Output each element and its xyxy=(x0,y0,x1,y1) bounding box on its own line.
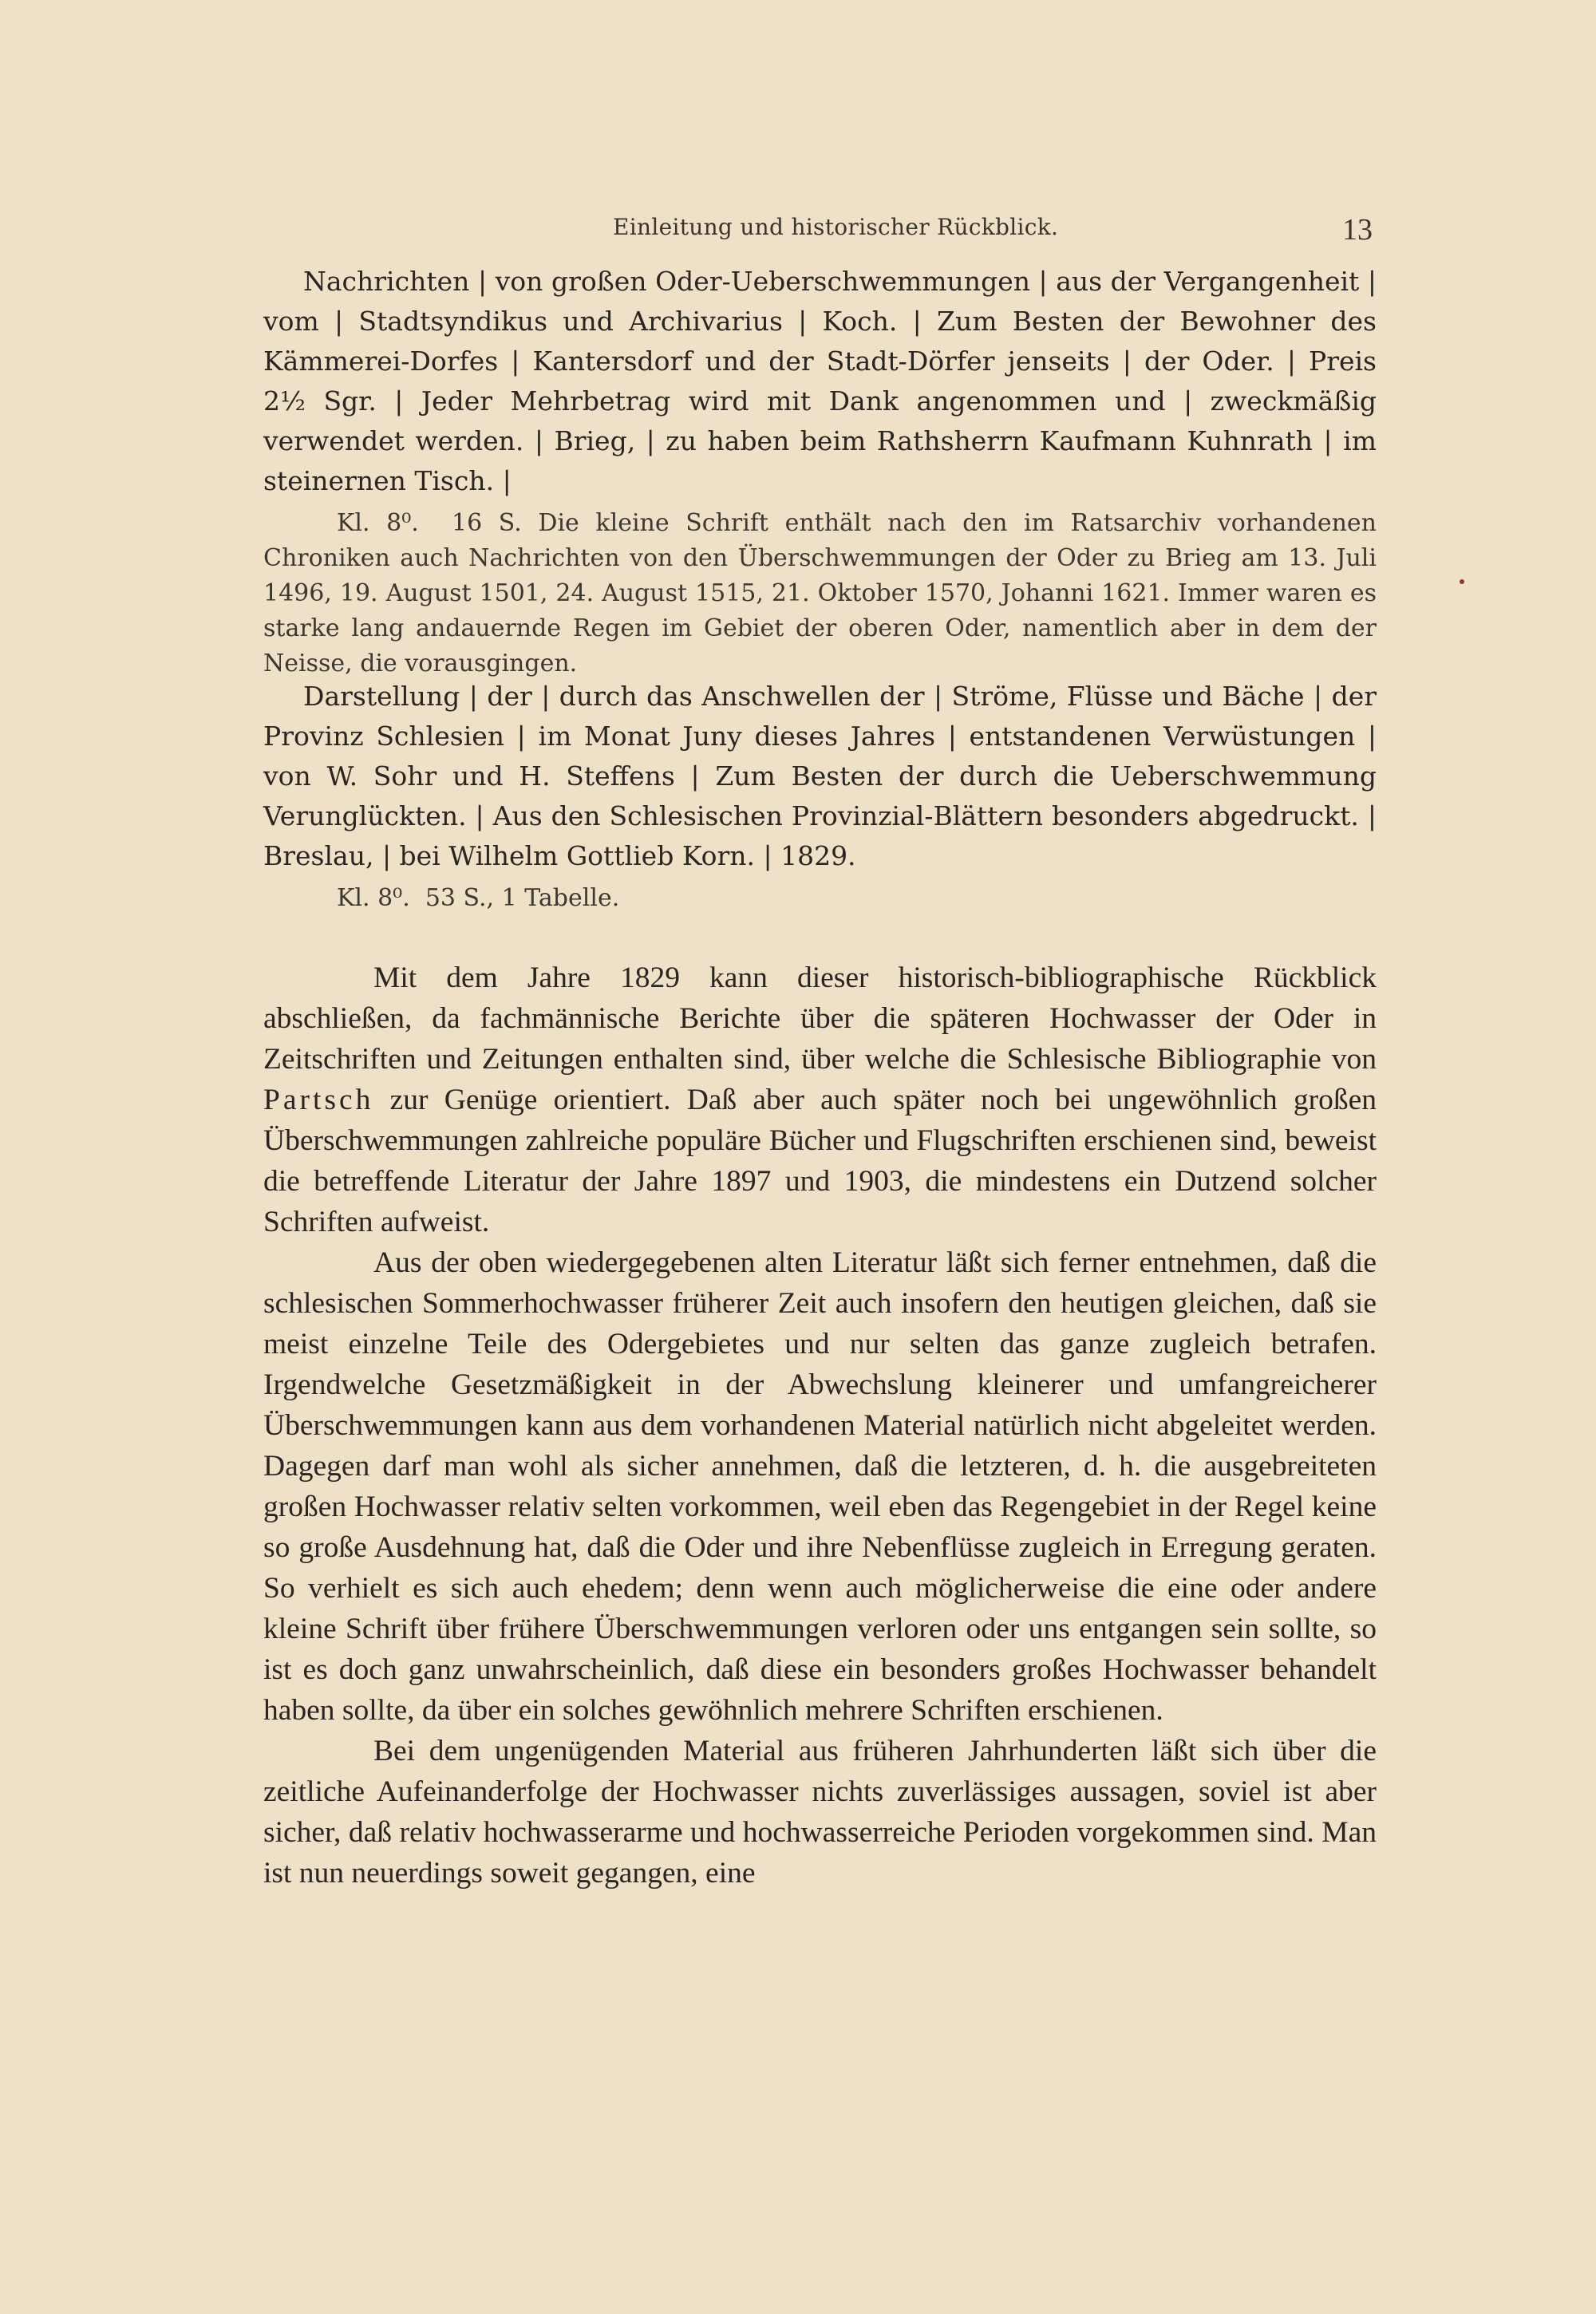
entry-title xyxy=(263,677,1377,876)
running-title: Einleitung und historischer Rückblick. xyxy=(613,214,1059,240)
body-text xyxy=(263,958,1377,1893)
paragraph-1-a: Mit dem Jahre 1829 kann dieser historisch-bibliographische Rückblick abschließen, da fachmännische Berichte über die späteren Hochwasser der Oder in Zeitschriften und Zeitungen enthalten sind, über welche die Schlesische Bibliographie von xyxy=(263,962,1377,1076)
entry-note-text: 16 S. Die kleine Schrift enthält nach den im Ratsarchiv vorhandenen Chroniken auch Nachrichten von den Überschwemmungen der Oder zu Brieg am 13. Juli 1496, 19. August 1501, 24. August 1515, 21. Oktober 1570, Johanni 1621. Immer waren es starke lang andauernde Regen im Gebiet der oberen Oder, namentlich aber in dem der Neisse, die vorausgingen. xyxy=(263,509,1377,677)
entry-title-text: Nachrichten | von großen Oder-Ueberschwemmungen | aus der Vergangenheit | vom | Stadtsyndikus und Archivarius | Koch. | Zum Besten der Bewohner des Kämmerei-Dorfes | Kantersdorf und der Stadt-Dörfer jenseits | der Oder. | Preis 2½ Sgr. | Jeder Mehrbetrag wird mit Dank angenommen und | zweckmäßig verwendet werden. | Brieg, | zu haben beim Rathsherrn Kaufmann Kuhnrath | im steinernen Tisch. | xyxy=(263,266,1377,496)
entry-note xyxy=(263,881,1377,916)
bibliography-entry-1 xyxy=(263,262,1377,681)
bibliography-entry-2 xyxy=(263,677,1377,916)
paragraph-3: Bei dem ungenügenden Material aus früheren Jahrhunderten läßt sich über die zeitliche Aufeinanderfolge der Hochwasser nichts zuverlässiges aussagen, soviel ist aber sicher, daß relativ hochwasserarme und hochwasserreiche Perioden vorgekommen sind. Man ist nun neuerdings soweit gegangen, eine xyxy=(263,1735,1377,1890)
page-header xyxy=(0,214,1596,246)
paragraph-1-b: zur Genüge orientiert. Daß aber auch später noch bei ungewöhnlich großen Überschwemmungen zahlreiche populäre Bücher und Flugschriften erschienen sind, beweist die betreffende Literatur der Jahre 1897 und 1903, die mindestens ein Dutzend solcher Schriften aufweist. xyxy=(263,1084,1377,1238)
ink-speck xyxy=(1460,579,1464,584)
page-number: 13 xyxy=(1342,213,1373,247)
entry-title xyxy=(263,262,1377,501)
entry-format: Kl. 8⁰. xyxy=(337,884,410,912)
entry-format: Kl. 8⁰. xyxy=(337,509,419,537)
author-name: Partsch xyxy=(263,1084,374,1116)
paragraph-1 xyxy=(263,958,1377,1242)
entry-note-text: 53 S., 1 Tabelle. xyxy=(425,884,620,912)
entry-note xyxy=(263,506,1377,681)
paragraph-2: Aus der oben wiedergegebenen alten Literatur läßt sich ferner entnehmen, daß die schlesischen Sommerhochwasser früherer Zeit auch insofern den heutigen gleichen, daß sie meist einzelne Teile des Odergebietes und nur selten das ganze zugleich betrafen. Irgendwelche Gesetzmäßigkeit in der Abwechslung kleinerer und umfangreicherer Überschwemmungen kann aus dem vorhandenen Material natürlich nicht abgeleitet werden. Dagegen darf man wohl als sicher annehmen, daß die letzteren, d. h. die ausgebreiteten großen Hochwasser relativ selten vorkommen, weil eben das Regengebiet in der Regel keine so große Ausdehnung hat, daß die Oder und ihre Nebenflüsse zugleich in Erregung geraten. So verhielt es sich auch ehedem; denn wenn auch möglicherweise die eine oder andere kleine Schrift über frühere Überschwemmungen verloren oder uns entgangen sein sollte, so ist es doch ganz unwahrscheinlich, daß diese ein besonders großes Hochwasser behandelt haben sollte, da über ein solches gewöhnlich mehrere Schriften erschienen. xyxy=(263,1246,1377,1727)
entry-title-text: Darstellung | der | durch das Anschwellen der | Ströme, Flüsse und Bäche | der Provinz Schlesien | im Monat Juny dieses Jahres | entstandenen Verwüstungen | von W. Sohr und H. Steffens | Zum Besten der durch die Ueberschwemmung Verunglückten. | Aus den Schlesischen Provinzial-Blättern besonders abgedruckt. | Breslau, | bei Wilhelm Gottlieb Korn. | 1829. xyxy=(263,681,1377,871)
